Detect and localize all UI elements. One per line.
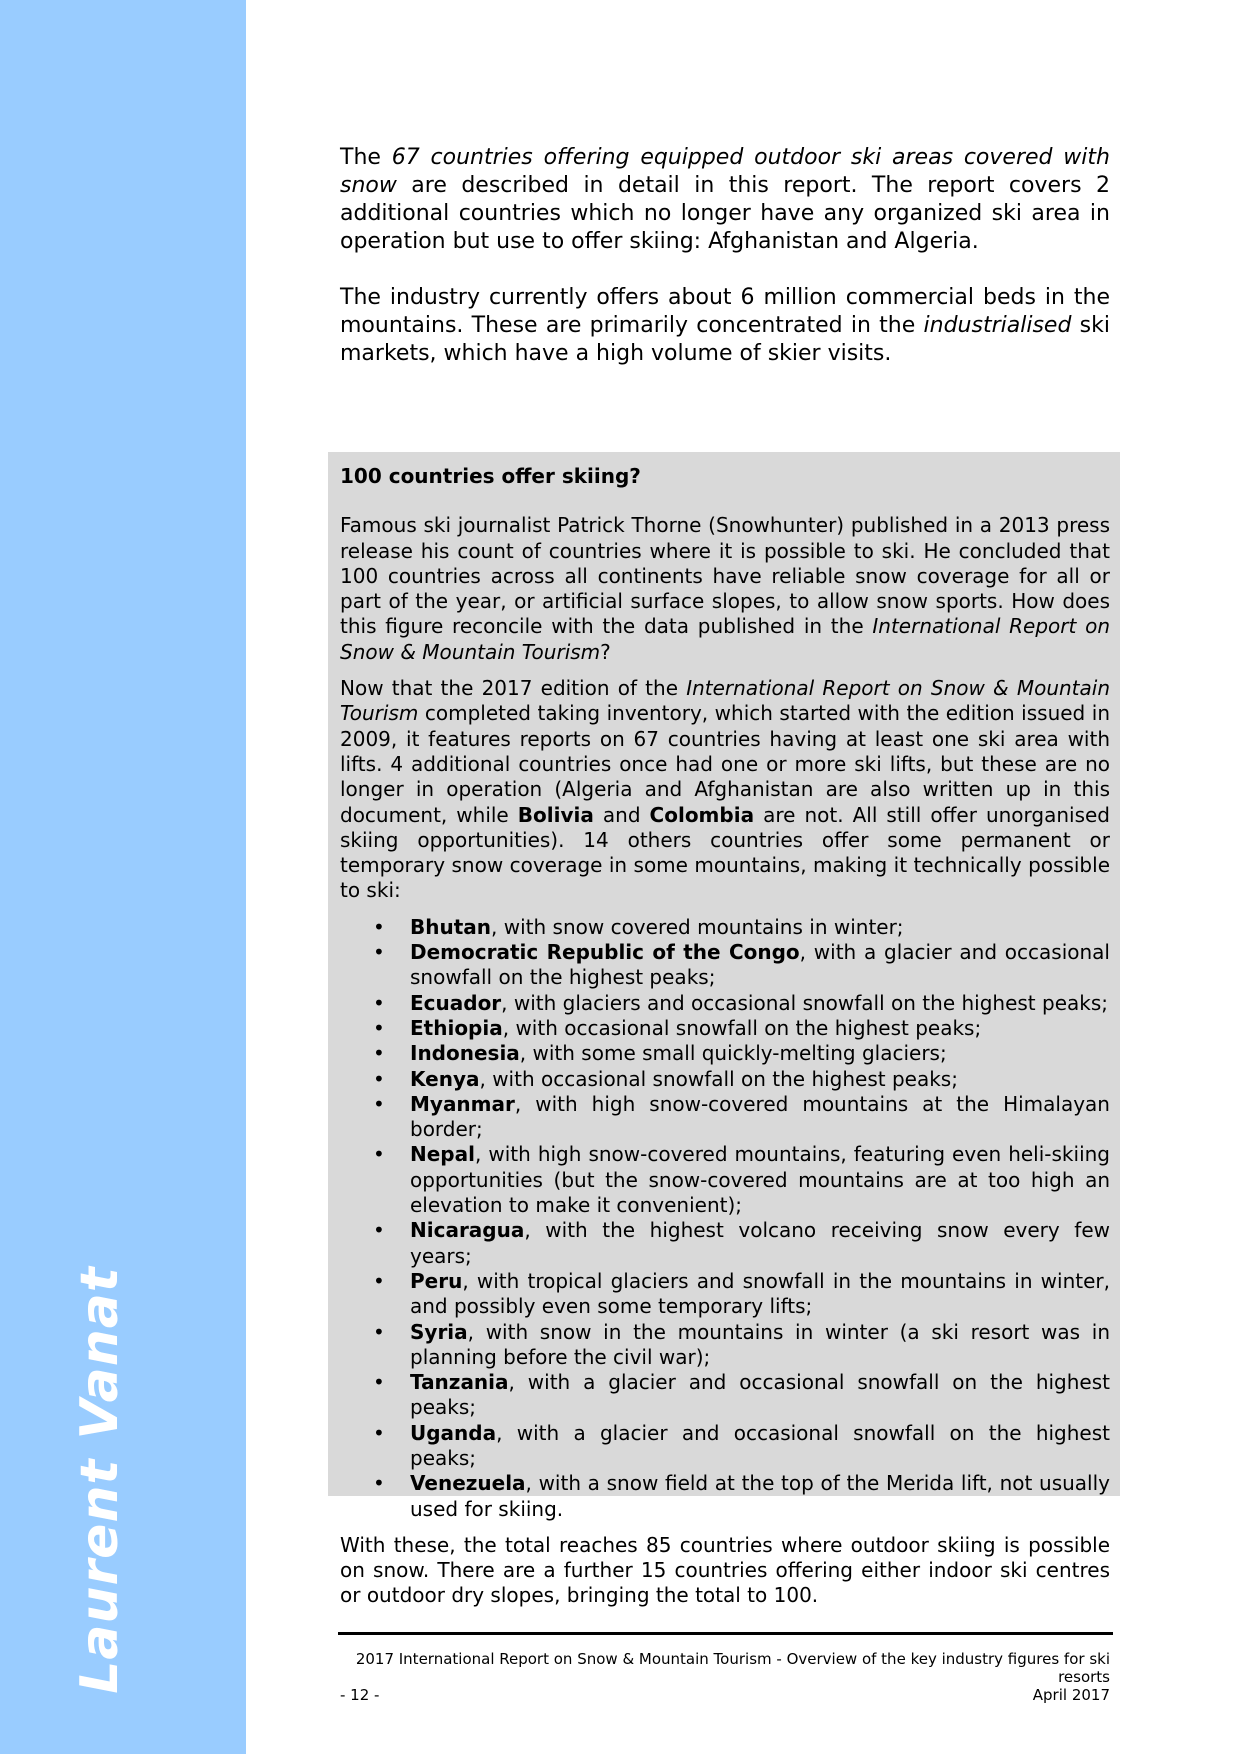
country-description: , with a glacier and occasional snowfall on the highest peaks;	[410, 1370, 1110, 1420]
country-name: Peru	[410, 1268, 463, 1293]
box-p1-rest: ?	[600, 639, 611, 664]
box-p2-lead: Now that the 2017 edition of the	[340, 676, 687, 701]
list-item	[410, 1142, 1110, 1218]
info-box-paragraph-1	[340, 513, 1110, 665]
intro-paragraph-2	[340, 284, 1110, 368]
list-item	[410, 1421, 1110, 1472]
page-number: - 12 -	[340, 1686, 380, 1704]
footer-date: April 2017	[1032, 1686, 1110, 1704]
intro-p2-italic: industrialised	[923, 313, 1072, 338]
intro-section	[340, 144, 1110, 396]
intro-p1-rest: are described in detail in this report. The report covers 2 additional countries which no longer have any organized ski area in operation but use to offer skiing: Afghanistan and Algeria.	[340, 173, 1110, 254]
box-p1-italic: International Report on Snow & Mountain Tourism	[340, 614, 1111, 664]
country-description: , with some small quickly-melting glaciers;	[519, 1041, 947, 1066]
box-p1-lead: Famous ski journalist Patrick Thorne (Snowhunter) published in a 2013 press release his count of countries where it is possible to ski. He concluded that 100 countries across all continents have reliable snow coverage for all or part of the year, or artificial surface slopes, to allow snow sports. How does this figure reconcile with the data published in the	[340, 513, 1110, 639]
box-p2-bold-colombia: Colombia	[649, 802, 755, 827]
info-box-paragraph-2	[340, 676, 1110, 904]
intro-p1-lead: The	[340, 145, 392, 170]
box-p2-mid: completed taking inventory, which started with the edition issued in 2009, it features reports on 67 countries having at least one ski area with lifts. 4 additional countries once had one or more ski lifts, but these are no longer in operation (Algeria and Afghanistan are also written up in this document, while	[340, 701, 1110, 827]
intro-paragraph-1	[340, 144, 1110, 256]
list-item	[410, 1218, 1110, 1269]
country-name: Ethiopia	[410, 1015, 503, 1040]
intro-p2-lead: The industry currently offers about 6 million commercial beds in the mountains. These are primarily concentrated in the	[340, 285, 1110, 338]
country-description: , with high snow-covered mountains at the Himalayan border;	[410, 1091, 1110, 1142]
country-name: Syria	[410, 1319, 468, 1344]
list-item	[410, 1041, 1110, 1066]
country-name: Myanmar	[410, 1091, 515, 1116]
country-description: , with high snow-covered mountains, featuring even heli-skiing opportunities (but the snow-covered mountains are at too high an elevation to make it convenient);	[410, 1142, 1110, 1218]
footer-report-title: 2017 International Report on Snow & Mountain Tourism - Overview of the key industry figures for ski resorts	[355, 1650, 1110, 1686]
country-description: , with a glacier and occasional snowfall on the highest peaks;	[410, 1420, 1110, 1470]
info-box-content	[340, 464, 1110, 1620]
box-p2-and: and	[593, 802, 650, 827]
country-name: Nicaragua	[410, 1218, 525, 1243]
country-description: , with the highest volcano receiving snow every few years;	[410, 1218, 1110, 1268]
country-description: , with occasional snowfall on the highest peaks;	[479, 1066, 958, 1091]
country-description: , with snow covered mountains in winter;	[491, 914, 904, 939]
country-name: Venezuela	[410, 1471, 526, 1496]
country-name: Tanzania	[410, 1370, 509, 1395]
list-item	[410, 991, 1110, 1016]
list-item	[410, 915, 1110, 940]
list-item	[410, 940, 1110, 991]
info-box-title: 100 countries offer skiing?	[340, 464, 641, 488]
info-box	[328, 452, 1120, 1608]
country-name: Ecuador	[410, 990, 502, 1015]
intro-p2-rest: ski markets, which have a high volume of skier visits.	[340, 313, 1110, 366]
footer-divider	[338, 1632, 1113, 1635]
list-item	[410, 1092, 1110, 1143]
country-name: Democratic Republic of the Congo	[410, 940, 800, 965]
country-name: Indonesia	[410, 1041, 520, 1066]
country-name: Bhutan	[410, 914, 492, 939]
country-description: , with snow in the mountains in winter (a ski resort was in planning before the civil war);	[410, 1319, 1110, 1369]
country-description: , with a snow field at the top of the Merida lift, not usually used for skiing.	[410, 1471, 1110, 1521]
list-item	[410, 1370, 1110, 1421]
country-name: Uganda	[410, 1420, 497, 1445]
box-p2-rest: are not. All still offer unorganised skiing opportunities). 14 others countries offer some permanent or temporary snow coverage in some mountains, making it technically possible to ski:	[340, 802, 1111, 903]
author-name: Laurent Vanat	[70, 1266, 130, 1694]
list-item	[410, 1269, 1110, 1320]
country-description: , with a glacier and occasional snowfall on the highest peaks;	[410, 940, 1110, 990]
box-p2-italic: International Report on Snow & Mountain Tourism	[340, 676, 1110, 726]
list-item	[410, 1471, 1110, 1522]
country-description: , with glaciers and occasional snowfall on the highest peaks;	[501, 990, 1108, 1015]
sidebar-band	[0, 0, 246, 1754]
list-item	[410, 1320, 1110, 1371]
info-box-paragraph-3: With these, the total reaches 85 countries where outdoor skiing is possible on snow. There are a further 15 countries offering either indoor ski centres or outdoor dry slopes, bringing the total to 100.	[340, 1532, 1110, 1608]
country-description: , with tropical glaciers and snowfall in the mountains in winter, and possibly even some temporary lifts;	[410, 1268, 1110, 1319]
intro-p1-italic: 67 countries offering equipped outdoor ski areas covered with snow	[340, 145, 1110, 198]
box-p2-bold-bolivia: Bolivia	[517, 802, 594, 827]
country-list	[340, 915, 1110, 1522]
footer	[338, 1650, 1110, 1704]
country-description: , with occasional snowfall on the highest peaks;	[502, 1015, 982, 1040]
list-item	[410, 1016, 1110, 1041]
list-item	[410, 1067, 1110, 1092]
country-name: Nepal	[410, 1142, 475, 1167]
country-name: Kenya	[410, 1066, 480, 1091]
